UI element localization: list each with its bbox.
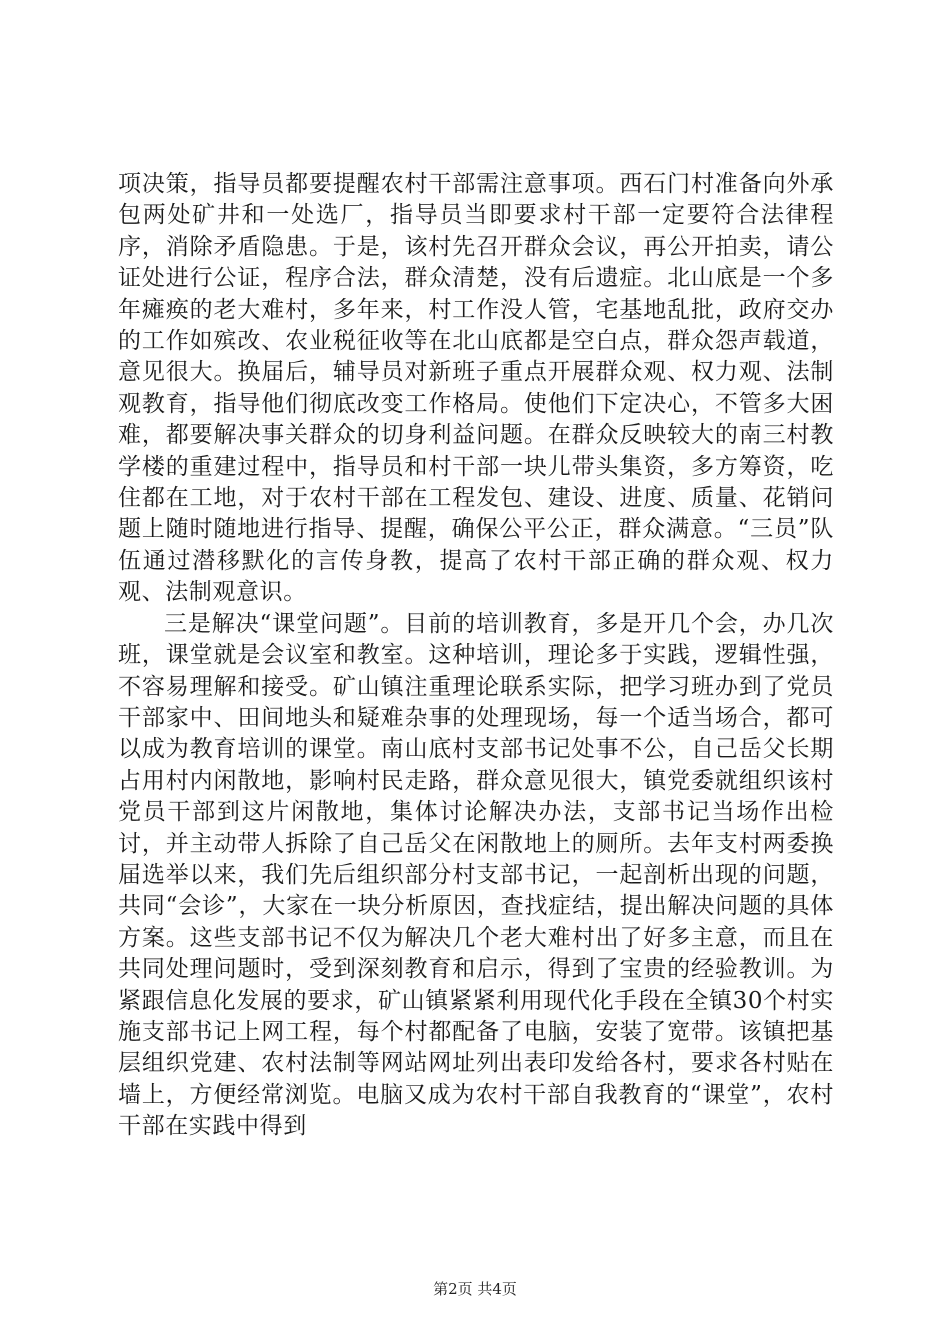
document-body — [118, 169, 834, 1143]
paragraph-continued: 项决策，指导员都要提醒农村干部需注意事项。西石门村准备向外承包两处矿井和一处选厂，指导员当即要求村干部一定要符合法律程序，消除矛盾隐患。于是，该村先召开群众会议，再公开拍卖，请公证处进行公证，程序合法，群众清楚，没有后遗症。北山底是一个多年瘫痪的老大难村，多年来，村工作没人管，宅基地乱批，政府交办的工作如殡改、农业税征收等在北山底都是空白点，群众怨声载道，意见很大。换届后，辅导员对新班子重点开展群众观、权力观、法制观教育，指导他们彻底改变工作格局。使他们下定决心，不管多大困难，都要解决事关群众的切身利益问题。在群众反映较大的南三村教学楼的重建过程中，指导员和村干部一块儿带头集资，多方筹资，吃住都在工地，对于农村干部在工程发包、建设、进度、质量、花销问题上随时随地进行指导、提醒，确保公平公正，群众满意。“三员”队伍通过潜移默化的言传身教，提高了农村干部正确的群众观、权力观、法制观意识。 — [118, 171, 834, 606]
page-footer: 第2页 共4页 — [433, 1280, 517, 1298]
paragraph-classroom-problem: 三是解决“课堂问题”。目前的培训教育，多是开几个会，办几次班，课堂就是会议室和教室。这种培训，理论多于实践，逻辑性强，不容易理解和接受。矿山镇注重理论联系实际，把学习班办到了党员干部家中、田间地头和疑难杂事的处理现场，每一个适当场合，都可以成为教育培训的课堂。南山底村支部书记处事不公，自己岳父长期占用村内闲散地，影响村民走路，群众意见很大，镇党委就组织该村党员干部到这片闲散地，集体讨论解决办法，支部书记当场作出检讨，并主动带人拆除了自己岳父在闲散地上的厕所。去年支村两委换届选举以来，我们先后组织部分村支部书记，一起剖析出现的问题，共同“会诊”，大家在一块分析原因，查找症结，提出解决问题的具体方案。这些支部书记不仅为解决几个老大难村出了好多主意，而且在共同处理问题时，受到深刻教育和启示，得到了宝贵的经验教训。为紧跟信息化发展的要求，矿山镇紧紧利用现代化手段在全镇30个村实施支部书记上网工程，每个村都配备了电脑，安装了宽带。该镇把基层组织党建、农村法制等网站网址列出表印发给各村，要求各村贴在墙上，方便经常浏览。电脑又成为农村干部自我教育的“课堂”，农村干部在实践中得到 — [118, 610, 834, 1140]
